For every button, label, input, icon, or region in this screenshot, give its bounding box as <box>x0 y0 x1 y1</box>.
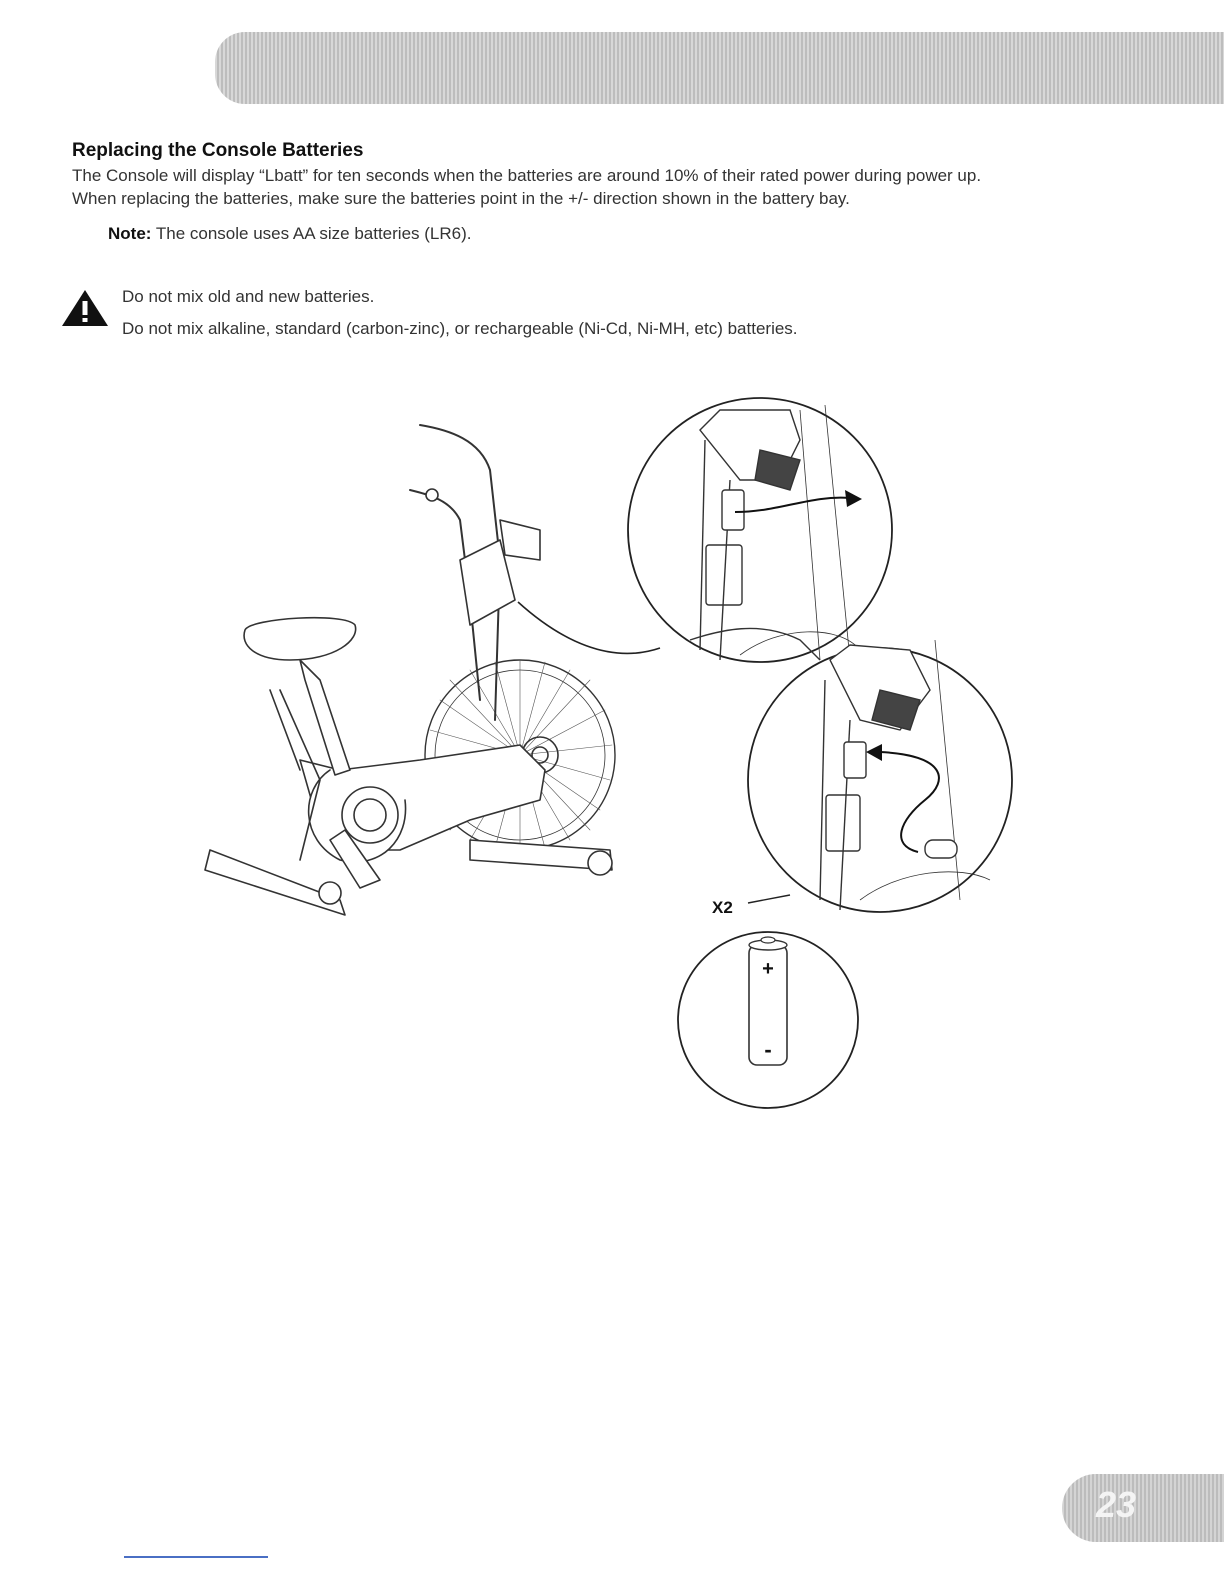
seat <box>244 618 356 660</box>
footer-rule <box>124 1556 268 1558</box>
battery-plus: + <box>762 958 774 980</box>
warning-icon <box>60 288 110 328</box>
note <box>108 224 471 244</box>
header-bar <box>215 32 1224 104</box>
rear-stabilizer <box>205 850 345 915</box>
battery-detail-circle <box>678 895 858 1108</box>
quantity-label: X2 <box>712 898 733 917</box>
seat-post <box>300 660 350 775</box>
top-detail-circle <box>628 398 892 662</box>
battery-minus: - <box>764 1037 772 1062</box>
bottom-detail-circle <box>748 640 1012 912</box>
warning-line-2: Do not mix alkaline, standard (carbon-zinc), or rechargeable (Ni-Cd, Ni-MH, etc) batteries. <box>122 319 798 338</box>
paragraph-direction: When replacing the batteries, make sure the batteries point in the +/- direction shown in the battery bay. <box>72 189 850 208</box>
section-title: Replacing the Console Batteries <box>72 140 364 161</box>
page-number: 23 <box>1096 1484 1137 1525</box>
callout-line <box>518 602 660 653</box>
battery-replacement-illustration <box>0 360 1224 1120</box>
note-label: Note: <box>108 224 152 243</box>
warning-line-1: Do not mix old and new batteries. <box>122 287 375 306</box>
page-number-tab <box>1062 1474 1224 1542</box>
note-text: The console uses AA size batteries (LR6). <box>155 224 472 243</box>
paragraph-lbatt: The Console will display “Lbatt” for ten seconds when the batteries are around 10% of their rated power during power up. <box>72 166 982 185</box>
